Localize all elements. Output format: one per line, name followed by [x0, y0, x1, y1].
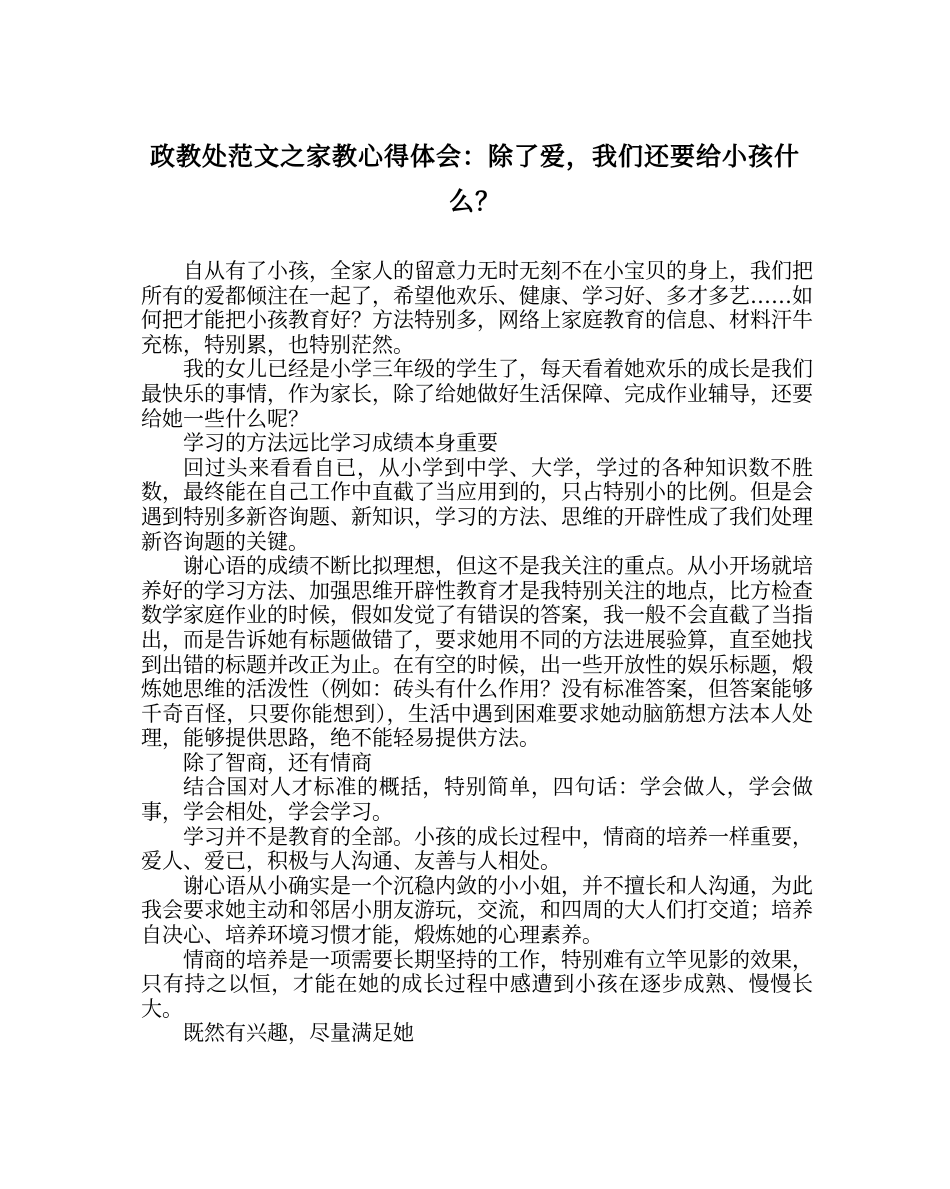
paragraph: 情商的培养是一项需要长期坚持的工作，特别难有立竿见影的效果，只有持之以恒，才能在她的成长过程中感遭到小孩在逐步成熟、慢慢长大。 — [141, 947, 813, 1021]
paragraph: 谢心语从小确实是一个沉稳内敛的小小姐，并不擅长和人沟通，为此我会要求她主动和邻居小朋友游玩，交流，和四周的大人们打交道；培养自决心、培养环境习惯才能，煅炼她的心理素养。 — [141, 873, 813, 948]
paragraph: 结合国对人才标准的概括，特别简单，四句话：学会做人，学会做事，学会相处，学会学习。 — [141, 775, 813, 825]
document-title: 政教处范文之家教心得体会：除了爱，我们还要给小孩什么？ — [149, 142, 800, 216]
paragraph: 学习并不是教育的全部。小孩的成长过程中，情商的培养一样重要，爱人、爱已，积极与人沟通、友善与人相处。 — [141, 824, 813, 874]
paragraph: 我的女儿已经是小学三年级的学生了，每天看着她欢乐的成长是我们最快乐的事情，作为家长，除了给她做好生活保障、完成作业辅导，还要给她一些什么呢？ — [141, 357, 813, 431]
paragraph: 自从有了小孩，全家人的留意力无时无刻不在小宝贝的身上，我们把所有的爱都倾注在一起了，希望他欢乐、健康、学习好、多才多艺……如何把才能把小孩教育好？方法特别多，网络上家庭教育的信息、材料汗牛充栋，特别累，也特别茫然。 — [141, 259, 813, 357]
paragraph: 谢心语的成绩不断比拟理想，但这不是我关注的重点。从小开场就培养好的学习方法、加强思维开辟性教育才是我特别关注的地点，比方检查数学家庭作业的时候，假如发觉了有错误的答案，我一般不会直截了当指出，而是告诉她有标题做错了，要求她用不同的方法进展验算，直至她找到出错的标题并改正为止。在有空的时候，出一些开放性的娱乐标题，煅炼她思维的活泼性（例如：砖头有什么作用？没有标准答案，但答案能够千奇百怪，只要你能想到），生活中遇到困难要求她动脑筋想方法本人处理，能够提供思路，绝不能轻易提供方法。 — [141, 554, 813, 751]
section-heading: 除了智商，还有情商 — [183, 750, 372, 775]
document-body — [141, 259, 813, 1046]
paragraph: 回过头来看看自已，从小学到中学、大学，学过的各种知识数不胜数，最终能在自己工作中直截了当应用到的，只占特别小的比例。但是会遇到特别多新咨询题、新知识，学习的方法、思维的开辟性成了我们处理新咨询题的关键。 — [141, 455, 813, 554]
section-heading: 学习的方法远比学习成绩本身重要 — [183, 431, 498, 456]
section-heading: 既然有兴趣，尽量满足她 — [183, 1021, 414, 1046]
